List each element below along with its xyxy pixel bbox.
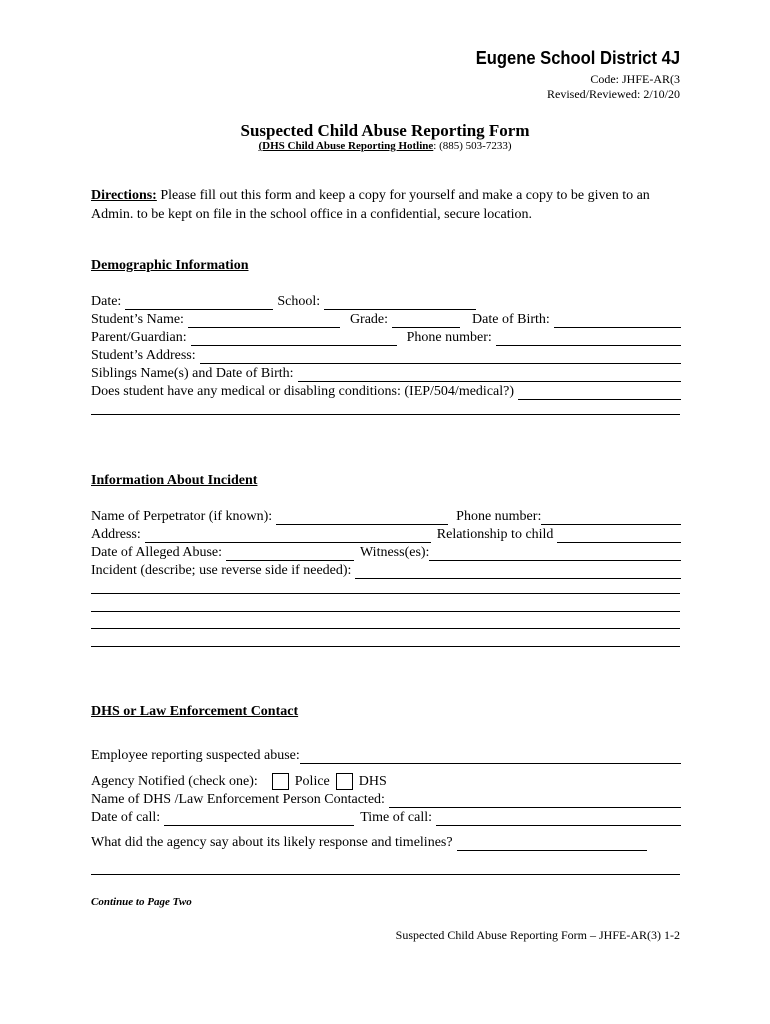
- describe-label: Incident (describe; use reverse side if needed):: [91, 563, 352, 578]
- relationship-label: Relationship to child: [436, 527, 554, 542]
- medical-label: Does student have any medical or disabling conditions: (IEP/504/medical?): [91, 384, 515, 399]
- witnesses-field[interactable]: [429, 547, 681, 561]
- form-code: Code: JHFE-AR(3: [590, 72, 680, 86]
- siblings-row: [91, 365, 681, 382]
- describe-line-2[interactable]: [91, 593, 680, 594]
- directions-label: Directions:: [91, 188, 157, 203]
- person-row: [91, 791, 681, 808]
- directions: [91, 186, 691, 224]
- abuse-date-field[interactable]: [226, 547, 354, 561]
- date-call-label: Date of call:: [91, 810, 161, 825]
- person-field[interactable]: [389, 794, 681, 808]
- siblings-label: Siblings Name(s) and Date of Birth:: [91, 366, 294, 381]
- police-checkbox[interactable]: [272, 773, 289, 790]
- describe-field[interactable]: [355, 565, 681, 579]
- response-row: [91, 834, 681, 851]
- grade-field[interactable]: [392, 314, 460, 328]
- incident-address-field[interactable]: [145, 529, 431, 543]
- dhs-heading: DHS or Law Enforcement Contact: [91, 704, 299, 719]
- witnesses-label: Witness(es):: [360, 545, 430, 560]
- continue-note: Continue to Page Two: [91, 896, 192, 908]
- relationship-field[interactable]: [557, 529, 681, 543]
- revised-date: Revised/Reviewed: 2/10/20: [547, 87, 680, 101]
- response-field[interactable]: [457, 837, 647, 851]
- medical-row: [91, 383, 681, 400]
- date-field[interactable]: [125, 296, 273, 310]
- parent-row: [91, 329, 681, 346]
- employee-row: [91, 747, 681, 764]
- student-row: [91, 311, 681, 328]
- perpetrator-field[interactable]: [276, 511, 448, 525]
- incident-heading: Information About Incident: [91, 473, 258, 488]
- form-title: Suspected Child Abuse Reporting Form: [240, 121, 530, 140]
- person-label: Name of DHS /Law Enforcement Person Contacted:: [91, 792, 385, 807]
- time-call-field[interactable]: [436, 812, 681, 826]
- describe-line-3[interactable]: [91, 611, 680, 612]
- student-address-label: Student’s Address:: [91, 348, 196, 363]
- school-label: School:: [277, 294, 321, 309]
- response-label: What did the agency say about its likely response and timelines?: [91, 835, 453, 850]
- incident-address-row: [91, 526, 681, 543]
- school-field[interactable]: [324, 296, 476, 310]
- medical-line-2[interactable]: [91, 414, 680, 415]
- hotline-label: (DHS Child Abuse Reporting Hotline: [258, 140, 434, 152]
- response-line-2[interactable]: [91, 874, 680, 875]
- abuse-date-label: Date of Alleged Abuse:: [91, 545, 223, 560]
- perpetrator-row: [91, 508, 681, 525]
- dob-label: Date of Birth:: [472, 312, 550, 327]
- date-call-field[interactable]: [164, 812, 354, 826]
- parent-label: Parent/Guardian:: [91, 330, 187, 345]
- parent-phone-field[interactable]: [496, 332, 681, 346]
- parent-phone-label: Phone number:: [406, 330, 492, 345]
- police-label: Police: [294, 774, 330, 789]
- perpetrator-phone-field[interactable]: [541, 511, 681, 525]
- student-address-field[interactable]: [200, 350, 681, 364]
- date-school-row: [91, 293, 681, 310]
- describe-line-4[interactable]: [91, 628, 680, 629]
- page-footer: Suspected Child Abuse Reporting Form – JHFE-AR(3) 1-2: [395, 928, 680, 942]
- agency-row: [91, 773, 681, 790]
- employee-field[interactable]: [300, 750, 681, 764]
- demographic-heading: Demographic Information: [91, 258, 249, 273]
- address-row: [91, 347, 681, 364]
- abuse-date-row: [91, 544, 681, 561]
- dhs-label: DHS: [358, 774, 387, 789]
- hotline-line: [0, 140, 770, 152]
- hotline-number: : (885) 503-7233): [433, 140, 512, 152]
- dhs-checkbox[interactable]: [336, 773, 353, 790]
- grade-label: Grade:: [349, 312, 389, 327]
- perpetrator-phone-label: Phone number:: [456, 509, 542, 524]
- employee-label: Employee reporting suspected abuse:: [91, 748, 300, 763]
- incident-address-label: Address:: [91, 527, 141, 542]
- medical-field[interactable]: [518, 386, 681, 400]
- describe-row: [91, 562, 681, 579]
- district-title: Eugene School District 4J: [475, 48, 680, 68]
- describe-line-5[interactable]: [91, 646, 680, 647]
- agency-label: Agency Notified (check one):: [91, 774, 258, 789]
- parent-field[interactable]: [191, 332, 397, 346]
- call-row: [91, 809, 681, 826]
- dob-field[interactable]: [554, 314, 681, 328]
- siblings-field[interactable]: [298, 368, 681, 382]
- directions-text: Please fill out this form and keep a copy for yourself and make a copy to be given to an Admin. to be kept on file in the school office in a confidential, secure location.: [91, 188, 650, 222]
- date-label: Date:: [91, 294, 122, 309]
- perpetrator-label: Name of Perpetrator (if known):: [91, 509, 273, 524]
- student-name-field[interactable]: [188, 314, 340, 328]
- time-call-label: Time of call:: [360, 810, 432, 825]
- student-name-label: Student’s Name:: [91, 312, 184, 327]
